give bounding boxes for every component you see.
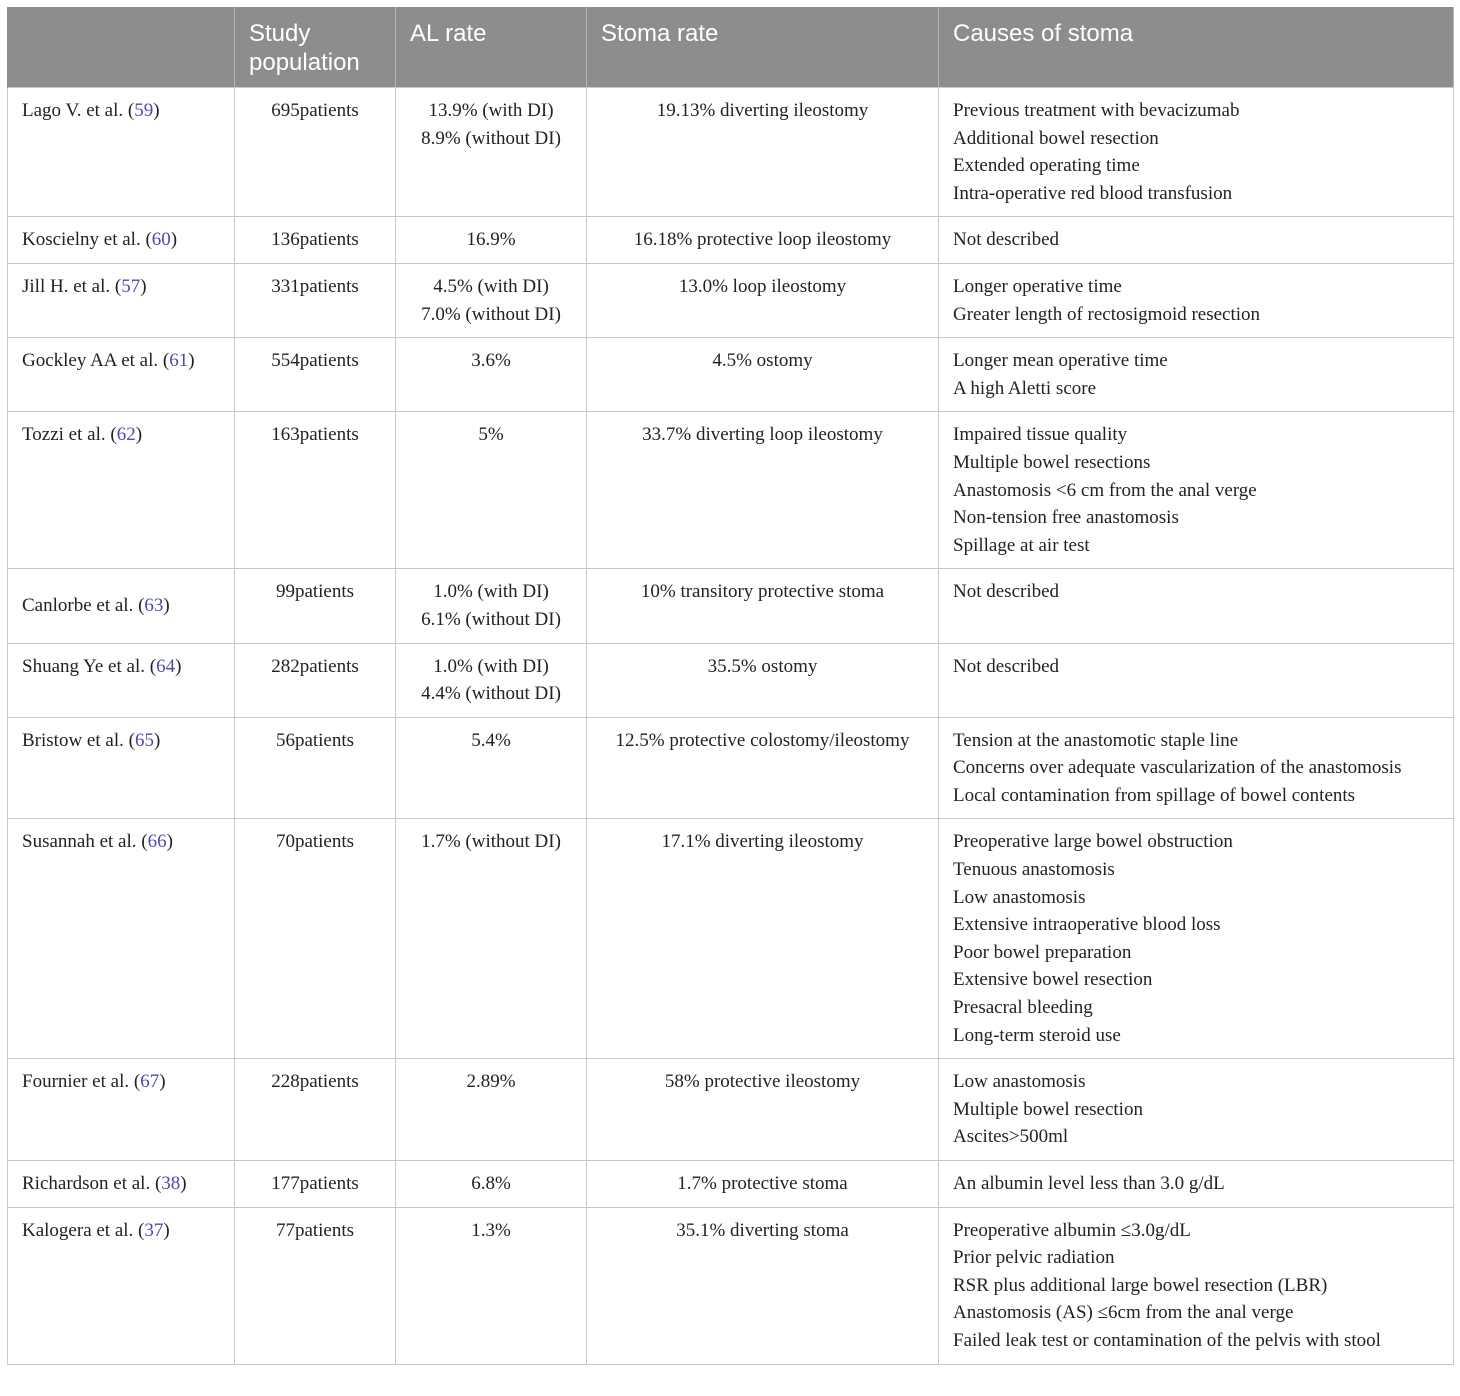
cause-item: Extensive bowel resection <box>953 969 1153 991</box>
cause-item: Anastomosis <6 cm from the anal verge <box>953 479 1257 501</box>
table-row <box>8 569 1454 643</box>
al-rate-line: 6.1% (without DI) <box>421 608 561 630</box>
al-rate-cell <box>396 338 587 412</box>
population-cell: 163patients <box>235 412 396 569</box>
causes-cell <box>939 1161 1454 1208</box>
reference-link[interactable]: 66 <box>147 831 167 853</box>
cause-item: Impaired tissue quality <box>953 424 1128 446</box>
cause-item: Concerns over adequate vascularization of the anastomosis <box>953 757 1402 779</box>
reference-link[interactable]: 37 <box>144 1219 164 1241</box>
stoma-rate-cell: 19.13% diverting ileostomy <box>587 88 939 217</box>
study-cell <box>8 338 235 412</box>
table-row <box>8 88 1454 217</box>
study-cell <box>8 412 235 569</box>
reference-link[interactable]: 57 <box>121 275 141 297</box>
header-stoma-rate: Stoma rate <box>587 7 939 88</box>
stoma-rate-cell: 58% protective ileostomy <box>587 1059 939 1161</box>
cause-item: Additional bowel resection <box>953 127 1159 149</box>
stoma-rate-cell: 35.5% ostomy <box>587 643 939 717</box>
population-cell: 99patients <box>235 569 396 643</box>
cause-item: Low anastomosis <box>953 1071 1086 1093</box>
al-rate-line: 1.0% (with DI) <box>433 655 549 677</box>
cause-item: Previous treatment with bevacizumab <box>953 100 1240 121</box>
study-cell <box>8 569 235 643</box>
stoma-rate-cell: 17.1% diverting ileostomy <box>587 819 939 1059</box>
study-name: Koscielny et al. ( <box>22 229 152 251</box>
cause-item: Multiple bowel resections <box>953 451 1151 473</box>
study-cell <box>8 1059 235 1161</box>
cause-item: Greater length of rectosigmoid resection <box>953 303 1261 325</box>
cause-item: Ascites>500ml <box>953 1126 1069 1148</box>
study-name: Susannah et al. ( <box>22 831 148 853</box>
cause-item: Extensive intraoperative blood loss <box>953 914 1221 936</box>
population-cell: 228patients <box>235 1059 396 1161</box>
al-rate-line: 4.4% (without DI) <box>421 683 561 705</box>
table-row <box>8 338 1454 412</box>
cause-item: Poor bowel preparation <box>953 941 1132 963</box>
table-row <box>8 1207 1454 1364</box>
cause-item: Anastomosis (AS) ≤6cm from the anal verge <box>953 1302 1294 1324</box>
reference-close: ) <box>175 655 182 677</box>
header-al-rate: AL rate <box>396 7 587 88</box>
table-container <box>7 7 1453 1365</box>
al-rate-cell <box>396 717 587 819</box>
study-name: Lago V. et al. ( <box>22 100 135 121</box>
population-cell: 136patients <box>235 217 396 264</box>
study-cell <box>8 263 235 337</box>
study-name: Shuang Ye et al. ( <box>22 655 157 677</box>
reference-link[interactable]: 67 <box>140 1071 160 1093</box>
population-cell: 554patients <box>235 338 396 412</box>
causes-cell <box>939 569 1454 643</box>
cause-item: Non-tension free anastomosis <box>953 507 1179 529</box>
causes-cell <box>939 717 1454 819</box>
reference-close: ) <box>180 1173 187 1194</box>
study-cell <box>8 1161 235 1208</box>
reference-link[interactable]: 59 <box>134 100 154 121</box>
al-rate-line: 8.9% (without DI) <box>421 127 561 149</box>
header-empty <box>8 7 235 88</box>
table-row <box>8 412 1454 569</box>
cause-item: Failed leak test or contamination of the pelvis with stool <box>953 1329 1381 1351</box>
population-cell: 695patients <box>235 88 396 217</box>
al-rate-cell <box>396 1207 587 1364</box>
al-rate-cell <box>396 217 587 264</box>
al-rate-line: 13.9% (with DI) <box>428 100 554 121</box>
al-rate-cell <box>396 569 587 643</box>
stoma-rate-cell: 10% transitory protective stoma <box>587 569 939 643</box>
study-cell <box>8 88 235 217</box>
study-name: Tozzi et al. ( <box>22 424 117 446</box>
al-rate-cell <box>396 412 587 569</box>
study-cell <box>8 819 235 1059</box>
causes-cell <box>939 338 1454 412</box>
population-cell: 70patients <box>235 819 396 1059</box>
causes-cell <box>939 263 1454 337</box>
reference-close: ) <box>163 595 170 617</box>
al-rate-line: 1.0% (with DI) <box>433 581 549 603</box>
reference-link[interactable]: 60 <box>151 229 171 251</box>
table-row <box>8 1161 1454 1208</box>
causes-cell <box>939 1059 1454 1161</box>
stoma-rate-cell: 4.5% ostomy <box>587 338 939 412</box>
study-name: Richardson et al. ( <box>22 1173 162 1194</box>
al-rate-line: 16.9% <box>466 229 516 251</box>
cause-item: Intra-operative red blood transfusion <box>953 182 1233 204</box>
study-cell <box>8 217 235 264</box>
al-rate-line: 7.0% (without DI) <box>421 303 561 325</box>
causes-cell <box>939 819 1454 1059</box>
table-row <box>8 1059 1454 1161</box>
reference-close: ) <box>166 831 173 853</box>
al-rate-line: 5.4% <box>471 729 511 751</box>
reference-link[interactable]: 63 <box>144 595 164 617</box>
al-rate-cell <box>396 263 587 337</box>
al-rate-line: 3.6% <box>471 350 511 372</box>
stoma-rate-cell: 12.5% protective colostomy/ileostomy <box>587 717 939 819</box>
study-cell <box>8 1207 235 1364</box>
reference-close: ) <box>153 729 161 751</box>
al-rate-line: 2.89% <box>466 1071 516 1093</box>
cause-item: Low anastomosis <box>953 886 1086 908</box>
population-cell: 77patients <box>235 1207 396 1364</box>
cause-item: Preoperative albumin ≤3.0g/dL <box>953 1219 1191 1241</box>
study-name: Canlorbe et al. ( <box>22 595 145 617</box>
al-rate-cell <box>396 819 587 1059</box>
study-cell <box>8 717 235 819</box>
reference-close: ) <box>135 424 143 446</box>
table-row <box>8 819 1454 1059</box>
header-causes-of-stoma: Causes of stoma <box>939 7 1454 88</box>
table-row <box>8 263 1454 337</box>
cause-item: Tension at the anastomotic staple line <box>953 729 1239 751</box>
stoma-rate-cell: 1.7% protective stoma <box>587 1161 939 1208</box>
cause-item: Longer operative time <box>953 275 1122 297</box>
cause-item: Presacral bleeding <box>953 997 1093 1019</box>
reference-link[interactable]: 38 <box>161 1173 181 1194</box>
cause-item: Multiple bowel resection <box>953 1098 1143 1120</box>
cause-item: RSR plus additional large bowel resection (LBR) <box>953 1274 1328 1296</box>
stoma-rate-cell: 16.18% protective loop ileostomy <box>587 217 939 264</box>
population-cell: 56patients <box>235 717 396 819</box>
cause-item: Not described <box>953 655 1060 677</box>
reference-close: ) <box>153 100 160 121</box>
table-row <box>8 217 1454 264</box>
reference-link[interactable]: 62 <box>116 424 136 446</box>
al-rate-line: 1.7% (without DI) <box>421 831 561 853</box>
stoma-rate-cell: 35.1% diverting stoma <box>587 1207 939 1364</box>
studies-table <box>7 7 1454 1365</box>
cause-item: Spillage at air test <box>953 534 1090 556</box>
header-study-population-line1: Study <box>249 20 311 47</box>
cause-item: Local contamination from spillage of bowel contents <box>953 784 1356 806</box>
al-rate-line: 6.8% <box>471 1173 511 1194</box>
causes-cell <box>939 643 1454 717</box>
table-row <box>8 643 1454 717</box>
reference-close: ) <box>188 350 195 372</box>
table-row <box>8 717 1454 819</box>
stoma-rate-cell: 13.0% loop ileostomy <box>587 263 939 337</box>
population-cell: 282patients <box>235 643 396 717</box>
cause-item: An albumin level less than 3.0 g/dL <box>953 1173 1225 1194</box>
al-rate-cell <box>396 1161 587 1208</box>
reference-close: ) <box>170 229 178 251</box>
cause-item: Long-term steroid use <box>953 1024 1121 1046</box>
study-name: Bristow et al. ( <box>22 729 135 751</box>
cause-item: Prior pelvic radiation <box>953 1247 1115 1269</box>
al-rate-cell <box>396 643 587 717</box>
al-rate-line: 5% <box>478 424 504 446</box>
study-name: Kalogera et al. ( <box>22 1219 145 1241</box>
reference-close: ) <box>140 275 147 297</box>
al-rate-line: 4.5% (with DI) <box>433 275 549 297</box>
cause-item: Longer mean operative time <box>953 350 1168 372</box>
study-name: Jill H. et al. ( <box>22 275 122 297</box>
study-cell <box>8 643 235 717</box>
reference-link[interactable]: 65 <box>134 729 154 751</box>
causes-cell <box>939 88 1454 217</box>
cause-item: Preoperative large bowel obstruction <box>953 831 1233 853</box>
cause-item: Not described <box>953 581 1060 603</box>
reference-close: ) <box>163 1219 170 1241</box>
cause-item: Extended operating time <box>953 155 1140 177</box>
causes-cell <box>939 217 1454 264</box>
stoma-rate-cell: 33.7% diverting loop ileostomy <box>587 412 939 569</box>
study-name: Fournier et al. ( <box>22 1071 141 1093</box>
cause-item: A high Aletti score <box>953 377 1097 399</box>
reference-close: ) <box>159 1071 166 1093</box>
causes-cell <box>939 1207 1454 1364</box>
table-body <box>8 88 1454 1365</box>
header-study-population-line2: population <box>249 49 360 76</box>
header-row <box>8 7 1454 88</box>
cause-item: Not described <box>953 229 1060 251</box>
al-rate-cell <box>396 88 587 217</box>
study-name: Gockley AA et al. ( <box>22 350 170 372</box>
al-rate-line: 1.3% <box>471 1219 511 1241</box>
causes-cell <box>939 412 1454 569</box>
population-cell: 331patients <box>235 263 396 337</box>
reference-link[interactable]: 61 <box>169 350 189 372</box>
header-study-population <box>235 7 396 88</box>
cause-item: Tenuous anastomosis <box>953 859 1115 881</box>
population-cell: 177patients <box>235 1161 396 1208</box>
reference-link[interactable]: 64 <box>156 655 176 677</box>
al-rate-cell <box>396 1059 587 1161</box>
